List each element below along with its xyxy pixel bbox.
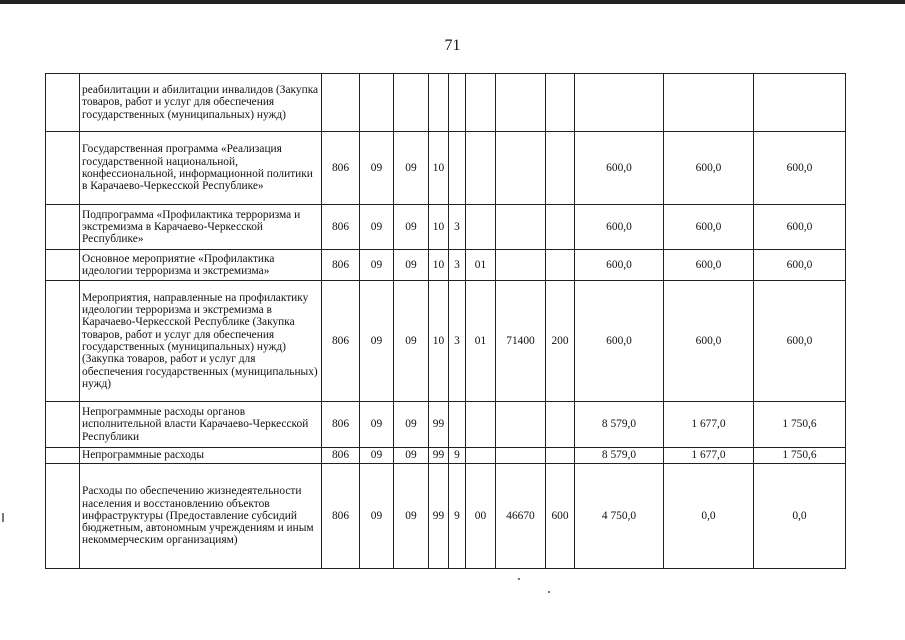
expense-type-cell [546, 250, 575, 281]
expense-name-cell: Государственная программа «Реализация государственной национальной, конфессиональной, информационной политики в Карачаево-Черкесской Республике» [80, 132, 322, 205]
subprogram-cell: 3 [449, 281, 466, 402]
table-row [46, 74, 846, 132]
expense-name-cell: Мероприятия, направленные на профилактику идеологии терроризма и экстремизма в Карачаево-Черкесской Республике (Закупка товаров, работ и услуг для обеспечения государственных (муниципальных) нужд) (Закупка товаров, работ и услуг для обеспечения государственных (муниципальных) нужд) [80, 281, 322, 402]
subsection-cell: 09 [394, 281, 429, 402]
sum-year2-cell: 600,0 [664, 205, 754, 250]
sum-year2-cell: 600,0 [664, 281, 754, 402]
sum-year1-cell: 600,0 [575, 132, 664, 205]
expense-type-cell [546, 448, 575, 464]
direction-cell [496, 74, 546, 132]
event-cell: 00 [466, 464, 496, 569]
sum-year1-cell: 600,0 [575, 281, 664, 402]
program-cell: 10 [429, 132, 449, 205]
section-cell [360, 74, 394, 132]
event-cell: 01 [466, 250, 496, 281]
subprogram-cell: 9 [449, 464, 466, 569]
expense-name-cell: Расходы по обеспечению жизнедеятельности населения и восстановлению объектов инфраструктуры (Предоставление субсидий бюджетным, автономным учреждениям и иным некоммерческим организациям) [80, 464, 322, 569]
row-number-cell [46, 448, 80, 464]
sum-year1-cell [575, 74, 664, 132]
program-cell: 10 [429, 250, 449, 281]
sum-year2-cell: 600,0 [664, 250, 754, 281]
sum-year3-cell: 600,0 [754, 250, 846, 281]
direction-cell [496, 402, 546, 448]
direction-cell [496, 250, 546, 281]
department-code-cell: 806 [322, 205, 360, 250]
sum-year3-cell: 600,0 [754, 132, 846, 205]
section-cell: 09 [360, 448, 394, 464]
program-cell: 10 [429, 205, 449, 250]
subprogram-cell: 9 [449, 448, 466, 464]
row-number-cell [46, 205, 80, 250]
page-number: 71 [444, 37, 461, 54]
subprogram-cell: 3 [449, 205, 466, 250]
expense-type-cell [546, 132, 575, 205]
expense-type-cell: 600 [546, 464, 575, 569]
expense-name-cell: Непрограммные расходы [80, 448, 322, 464]
subsection-cell [394, 74, 429, 132]
table-row [46, 464, 846, 569]
program-cell: 99 [429, 448, 449, 464]
sum-year3-cell: 0,0 [754, 464, 846, 569]
sum-year1-cell: 600,0 [575, 205, 664, 250]
sum-year2-cell: 1 677,0 [664, 402, 754, 448]
subprogram-cell: 3 [449, 250, 466, 281]
direction-cell [496, 205, 546, 250]
program-cell: 99 [429, 464, 449, 569]
subsection-cell: 09 [394, 132, 429, 205]
budget-table [45, 73, 846, 569]
sum-year2-cell [664, 74, 754, 132]
event-cell [466, 402, 496, 448]
event-cell [466, 132, 496, 205]
row-number-cell [46, 402, 80, 448]
program-cell [429, 74, 449, 132]
expense-name-cell: Основное мероприятие «Профилактика идеологии терроризма и экстремизма» [80, 250, 322, 281]
scan-margin-mark [2, 513, 4, 522]
scan-top-border [0, 0, 905, 4]
sum-year3-cell [754, 74, 846, 132]
subsection-cell: 09 [394, 448, 429, 464]
section-cell: 09 [360, 402, 394, 448]
department-code-cell: 806 [322, 464, 360, 569]
sum-year1-cell: 4 750,0 [575, 464, 664, 569]
row-number-cell [46, 281, 80, 402]
subsection-cell: 09 [394, 464, 429, 569]
table-row [46, 205, 846, 250]
sum-year2-cell: 1 677,0 [664, 448, 754, 464]
section-cell: 09 [360, 281, 394, 402]
subsection-cell: 09 [394, 402, 429, 448]
sum-year1-cell: 8 579,0 [575, 448, 664, 464]
department-code-cell: 806 [322, 250, 360, 281]
scan-speck [548, 591, 550, 593]
department-code-cell [322, 74, 360, 132]
subsection-cell: 09 [394, 250, 429, 281]
sum-year2-cell: 0,0 [664, 464, 754, 569]
sum-year1-cell: 8 579,0 [575, 402, 664, 448]
section-cell: 09 [360, 464, 394, 569]
row-number-cell [46, 250, 80, 281]
table-row [46, 281, 846, 402]
sum-year3-cell: 1 750,6 [754, 402, 846, 448]
department-code-cell: 806 [322, 448, 360, 464]
direction-cell [496, 132, 546, 205]
table-row [46, 448, 846, 464]
table-row [46, 250, 846, 281]
scan-speck [518, 578, 520, 580]
table-row [46, 132, 846, 205]
sum-year3-cell: 1 750,6 [754, 448, 846, 464]
program-cell: 10 [429, 281, 449, 402]
expense-name-cell: реабилитации и абилитации инвалидов (Закупка товаров, работ и услуг для обеспечения государственных (муниципальных) нужд) [80, 74, 322, 132]
expense-type-cell [546, 205, 575, 250]
expense-name-cell: Непрограммные расходы органов исполнительной власти Карачаево-Черкесской Республики [80, 402, 322, 448]
section-cell: 09 [360, 205, 394, 250]
subsection-cell: 09 [394, 205, 429, 250]
direction-cell: 46670 [496, 464, 546, 569]
direction-cell [496, 448, 546, 464]
subprogram-cell [449, 132, 466, 205]
expense-name-cell: Подпрограмма «Профилактика терроризма и экстремизма в Карачаево-Черкесской Республике» [80, 205, 322, 250]
sum-year3-cell: 600,0 [754, 281, 846, 402]
table-row [46, 402, 846, 448]
event-cell [466, 74, 496, 132]
expense-type-cell: 200 [546, 281, 575, 402]
program-cell: 99 [429, 402, 449, 448]
subprogram-cell [449, 402, 466, 448]
row-number-cell [46, 132, 80, 205]
department-code-cell: 806 [322, 402, 360, 448]
direction-cell: 71400 [496, 281, 546, 402]
event-cell [466, 448, 496, 464]
section-cell: 09 [360, 250, 394, 281]
sum-year2-cell: 600,0 [664, 132, 754, 205]
department-code-cell: 806 [322, 132, 360, 205]
expense-type-cell [546, 402, 575, 448]
row-number-cell [46, 464, 80, 569]
expense-type-cell [546, 74, 575, 132]
sum-year1-cell: 600,0 [575, 250, 664, 281]
event-cell [466, 205, 496, 250]
event-cell: 01 [466, 281, 496, 402]
sum-year3-cell: 600,0 [754, 205, 846, 250]
department-code-cell: 806 [322, 281, 360, 402]
subprogram-cell [449, 74, 466, 132]
section-cell: 09 [360, 132, 394, 205]
row-number-cell [46, 74, 80, 132]
